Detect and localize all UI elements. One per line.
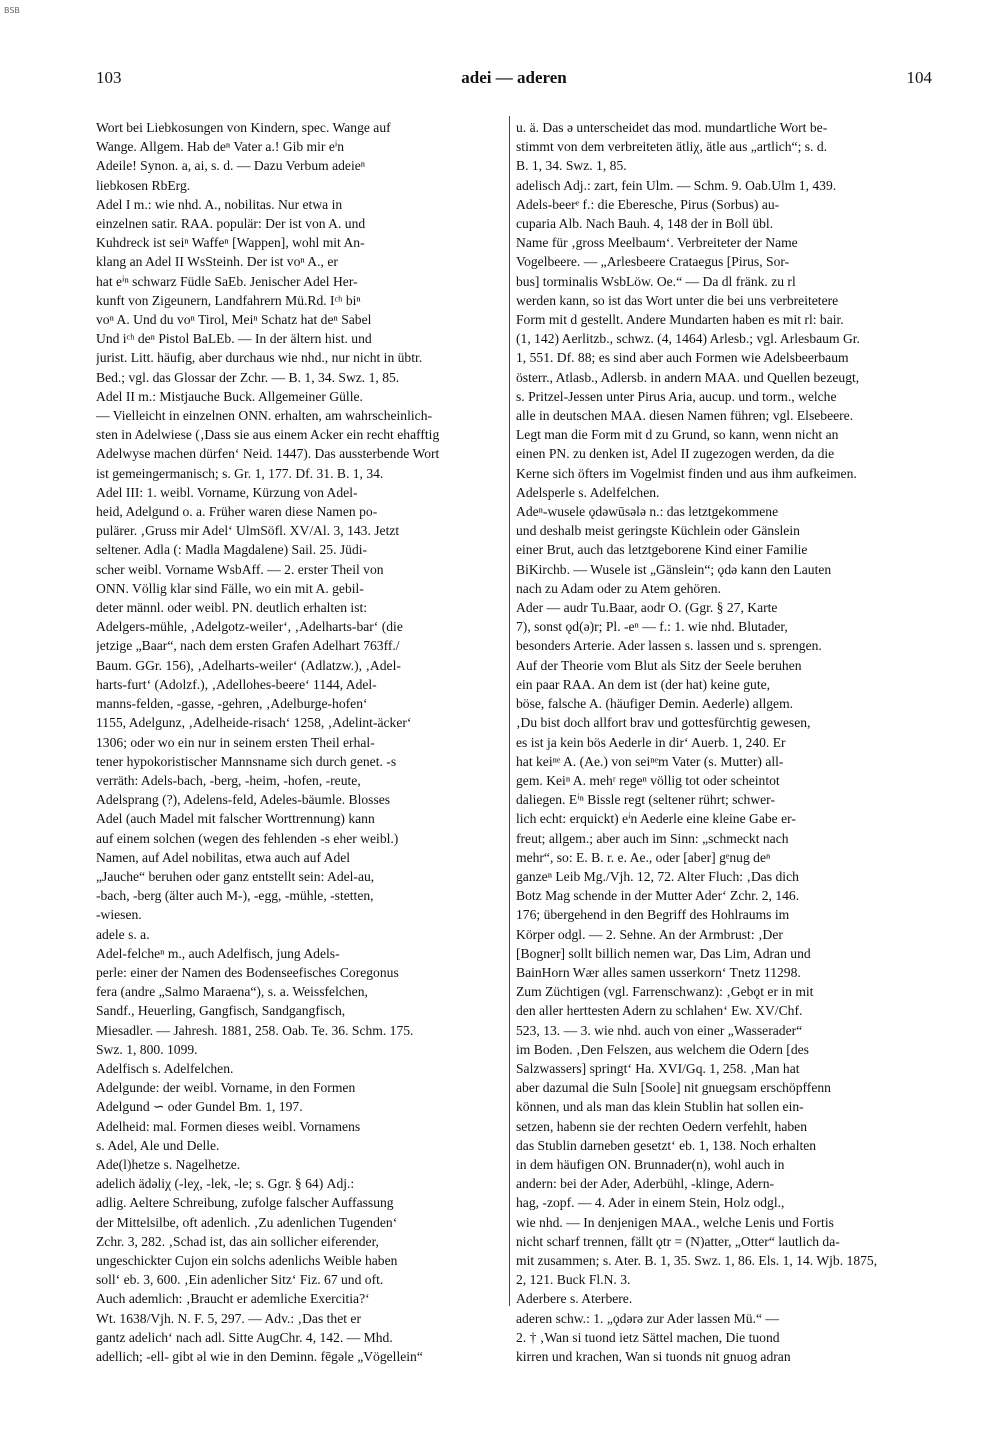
- text-line: ‚Du bist doch allfort brav und gottesfürchtig gewesen,: [516, 715, 811, 731]
- library-mark: BSB: [4, 6, 20, 15]
- text-line: adlig. Aeltere Schreibung, zufolge falscher Auffassung: [96, 1195, 394, 1211]
- text-line: Adelgund ∽ oder Gundel Bm. 1, 197.: [96, 1099, 303, 1115]
- text-line: heid, Adelgund o. a. Früher waren diese Namen po-: [96, 504, 378, 520]
- text-line: Wange. Allgem. Hab deⁿ Vater a.! Gib mir eⁱn: [96, 139, 345, 155]
- text-line: liebkosen RbErg.: [96, 177, 191, 193]
- text-line: perle: einer der Namen des Bodenseefisches Coregonus: [96, 964, 399, 980]
- text-line: Zum Züchtigen (vgl. Farrenschwanz): ‚Gebǫt er in mit: [516, 984, 814, 1000]
- text-line: (1, 142) Aerlitzb., schwz. (4, 1464) Arlesb.; vgl. Arlesbaum Gr.: [516, 331, 860, 347]
- text-line: hag, -zopf. — 4. Ader in einem Stein, Holz odgl.,: [516, 1195, 785, 1211]
- text-line: besonders Arterie. Ader lassen s. lassen und s. sprengen.: [516, 638, 822, 654]
- text-line: gantz adelich‘ nach adl. Sitte AugChr. 4, 142. — Mhd.: [96, 1329, 393, 1345]
- text-line: ONN. Völlig klar sind Fälle, wo ein mit A. gebil-: [96, 580, 364, 596]
- text-line: Adels-beerᵉ f.: die Eberesche, Pirus (Sorbus) au-: [516, 196, 780, 212]
- text-line: Adelsprang (?), Adelens-feld, Adeles-bäumle. Blosses: [96, 792, 391, 808]
- text-line: Adel II m.: Mistjauche Buck. Allgemeiner Gülle.: [96, 388, 363, 404]
- text-line: stimmt von dem verbreiteten ätliχ, ätle aus „artlich“; s. d.: [516, 139, 828, 155]
- text-line: ist gemeingermanisch; s. Gr. 1, 177. Df. 31. B. 1, 34.: [96, 465, 384, 481]
- text-line: tener hypokoristischer Mannsname sich durch genet. -s: [96, 753, 397, 769]
- text-line: deter männl. oder weibl. PN. deutlich erhalten ist:: [96, 600, 368, 616]
- text-line: ganzeⁿ Leib Mg./Vjh. 12, 72. Alter Fluch: ‚Das dich: [516, 868, 799, 884]
- text-line: voⁿ A. Und du voⁿ Tirol, Meiⁿ Schatz hat deⁿ Sabel: [96, 312, 372, 328]
- text-line: klang an Adel II WsSteinh. Der ist voⁿ A., er: [96, 254, 338, 270]
- text-line: Salzwassers] springt‘ Ha. XVI/Gq. 1, 258. ‚Man hat: [516, 1060, 800, 1076]
- text-line: Adeⁿ-wusele ǫdəwūsələ n.: das letztgekommene: [516, 504, 779, 520]
- text-line: Adelsperle s. Adelfelchen.: [516, 484, 660, 500]
- text-line: manns-felden, -gasse, -gehren, ‚Adelburge-hofen‘: [96, 696, 368, 712]
- text-line: einer Brut, auch das letztgeborene Kind einer Familie: [516, 542, 808, 558]
- text-line: einen PN. zu denken ist, Adel II zugezogen werden, da die: [516, 446, 835, 462]
- text-line: cuparia Alb. Nach Bauh. 4, 148 der in Boll übl.: [516, 216, 774, 232]
- text-line: Wort bei Liebkosungen von Kindern, spec. Wange auf: [96, 120, 391, 135]
- text-line: nach zu Adam oder zu Atem gehören.: [516, 580, 721, 596]
- text-line: Name für ‚gross Meelbaum‘. Verbreiteter der Name: [516, 235, 798, 251]
- text-line: -wiesen.: [96, 907, 142, 923]
- text-line: Form mit d gestellt. Andere Mundarten haben es mit rl: bair.: [516, 312, 844, 328]
- text-line: adellich; -ell- gibt əl wie in den Deminn. fēgəle „Vögellein“: [96, 1349, 423, 1364]
- text-line: jurist. Litt. häufig, aber durchaus wie nhd., nur nicht in übtr.: [96, 350, 423, 366]
- text-line: sten in Adelwiese (‚Dass sie aus einem Acker ein recht ehafftig: [96, 427, 440, 443]
- text-line: u. ä. Das ə unterscheidet das mod. mundartliche Wort be-: [516, 120, 828, 135]
- text-line: 523, 13. — 3. wie nhd. auch von einer „Wasserader“: [516, 1022, 803, 1038]
- text-line: seltener. Adla (: Madla Magdalene) Sail. 25. Jüdi-: [96, 542, 368, 558]
- text-line: 7), sonst ǫd(ə)r; Pl. -eⁿ — f.: 1. wie nhd. Blutader,: [516, 619, 788, 635]
- text-line: verräth: Adels-bach, -berg, -heim, -hofen, -reute,: [96, 772, 361, 788]
- text-line: jetzige „Baar“, nach dem ersten Grafen Adelhart 763ff./: [96, 638, 400, 654]
- text-line: Auch ademlich: ‚Braucht er ademliche Exercitia?‘: [96, 1291, 370, 1307]
- text-line: ein paar RAA. An dem ist (der hat) keine gute,: [516, 676, 771, 692]
- text-line: pulärer. ‚Gruss mir Adel‘ UlmSöfl. XV/Al. 3, 143. Jetzt: [96, 523, 400, 539]
- text-line: s. Adel, Ale und Delle.: [96, 1137, 220, 1153]
- text-line: es ist ja kein bös Aederle in dir‘ Auerb. 1, 240. Er: [516, 734, 786, 750]
- page-header: [96, 68, 932, 94]
- text-line: Adel (auch Madel mit falscher Worttrennung) kann: [96, 811, 375, 827]
- text-line: Miesadler. — Jahresh. 1881, 258. Oab. Te. 36. Schm. 175.: [96, 1022, 414, 1038]
- text-line: können, und als man das klein Stublin hat sollen ein-: [516, 1099, 804, 1115]
- text-line: gem. Keiⁿ A. mehʳ regeⁿ völlig tot oder scheintot: [516, 772, 780, 788]
- text-line: das Stublin darneben gesetzt‘ eb. 1, 138. Noch erhalten: [516, 1137, 817, 1153]
- text-line: Ader — audr Tu.Baar, aodr O. (Ggr. § 27, Karte: [516, 600, 778, 616]
- text-line: Namen, auf Adel nobilitas, etwa auch auf Adel: [96, 849, 351, 865]
- text-line: 1306; oder wo ein nur in seinem ersten Theil erhal-: [96, 734, 375, 750]
- text-line: Ade(l)hetze s. Nagelhetze.: [96, 1156, 241, 1172]
- text-line: Adeile! Synon. a, ai, s. d. — Dazu Verbum adeieⁿ: [96, 158, 366, 174]
- text-line: bus] torminalis WsbLöw. Oe.“ — Da dl fränk. zu rl: [516, 273, 796, 289]
- running-headwords: adei — aderen: [461, 68, 567, 87]
- text-line: Legt man die Form mit d zu Grund, so kann, wenn nicht an: [516, 427, 839, 443]
- text-line: harts-furt‘ (Adolzf.), ‚Adellohes-beere‘ 1144, Adel-: [96, 676, 377, 692]
- text-line: Adelfisch s. Adelfelchen.: [96, 1060, 234, 1076]
- text-line: Adelheid: mal. Formen dieses weibl. Vornamens: [96, 1118, 361, 1134]
- text-line: Kerne sich öfters im Vogelmist finden und aus ihm aufkeimen.: [516, 465, 857, 481]
- text-line: in dem häufigen ON. Brunnader(n), wohl auch in: [516, 1156, 785, 1172]
- text-line: 2. † ‚Wan si tuond ietz Sättel machen, Die tuond: [516, 1329, 780, 1345]
- text-line: kirren und krachen, Wan si tuonds nit gnuog adran: [516, 1349, 791, 1364]
- text-line: Körper odgl. — 2. Sehne. An der Armbrust: ‚Der: [516, 926, 783, 942]
- page-number-right: 104: [906, 68, 932, 87]
- text-line: Vogelbeere. — „Arlesbeere Crataegus [Pirus, Sor-: [516, 254, 790, 270]
- text-line: Adelgunde: der weibl. Vorname, in den Formen: [96, 1080, 356, 1096]
- text-line: hat eⁱⁿ schwarz Füdle SaEb. Jenischer Adel Her-: [96, 273, 358, 289]
- text-line: kunft von Zigeunern, Landfahrern Mü.Rd. Iᶜʰ biⁿ: [96, 292, 361, 308]
- text-line: — Vielleicht in einzelnen ONN. erhalten, am wahrscheinlich-: [96, 408, 433, 424]
- column-divider: [509, 116, 510, 1306]
- text-line: freut; allgem.; aber auch im Sinn: „schmeckt nach: [516, 830, 789, 846]
- left-column: [96, 118, 510, 1366]
- text-line: Adelwyse machen dürfen‘ Neid. 1447). Das aussterbende Wort: [96, 446, 440, 462]
- text-line: Zchr. 3, 282. ‚Schad ist, das ain sollicher eiferender,: [96, 1233, 379, 1249]
- text-line: s. Pritzel-Jessen unter Pirus Aria, aucup. und torm., welche: [516, 388, 837, 404]
- text-line: Und iᶜʰ deⁿ Pistol BaLEb. — In der ältern hist. und: [96, 331, 372, 347]
- text-line: 176; übergehend in den Begriff des Hohlraums im: [516, 907, 790, 923]
- text-line: Adelgers-mühle, ‚Adelgotz-weiler‘, ‚Adelharts-bar‘ (die: [96, 619, 403, 635]
- text-line: 1, 551. Df. 88; es sind aber auch Formen wie Adelsbeerbaum: [516, 350, 849, 366]
- text-line: fera (andre „Salmo Maraena“), s. a. Weissfelchen,: [96, 984, 368, 1000]
- text-line: scher weibl. Vorname WsbAff. — 2. erster Theil von: [96, 561, 384, 577]
- text-line: Bed.; vgl. das Glossar der Zchr. — B. 1, 34. Swz. 1, 85.: [96, 369, 400, 385]
- text-line: Aderbere s. Aterbere.: [516, 1291, 633, 1307]
- text-line: böse, falsche A. (häufiger Demin. Aederle) allgem.: [516, 696, 794, 712]
- page-number-left: 103: [96, 68, 122, 87]
- text-line: adelich ädəliχ (-leχ, -lek, -le; s. Ggr. § 64) Adj.:: [96, 1176, 355, 1192]
- text-line: wie nhd. — In denjenigen MAA., welche Lenis und Fortis: [516, 1214, 834, 1230]
- text-line: andern: bei der Ader, Aderbühl, -klinge, Adern-: [516, 1176, 775, 1192]
- text-line: -bach, -berg (älter auch M-), -egg, -mühle, -stetten,: [96, 888, 374, 904]
- text-line: setzen, habenn sie der rechten Oedern verfehlt, haben: [516, 1118, 807, 1134]
- text-line: den aller herttesten Adern zu schlahen‘ Ew. XV/Chf.: [516, 1003, 803, 1019]
- text-line: einzelnen satir. RAA. populär: Der ist von A. und: [96, 216, 366, 232]
- text-line: Auf der Theorie vom Blut als Sitz der Seele beruhen: [516, 657, 802, 673]
- text-line: im Boden. ‚Den Felszen, aus welchem die Odern [des: [516, 1041, 809, 1057]
- text-line: werden kann, so ist das Wort unter die bei uns verbreitetere: [516, 292, 839, 308]
- right-column: [516, 118, 930, 1366]
- text-line: aber dazumal die Suln [Soole] nit gnuegsam erschöpffenn: [516, 1080, 831, 1096]
- text-line: B. 1, 34. Swz. 1, 85.: [516, 158, 627, 174]
- text-line: Baum. GGr. 156), ‚Adelharts-weiler‘ (Adlatzw.), ‚Adel-: [96, 657, 401, 673]
- text-line: Sandf., Heuerling, Gangfisch, Sandgangfisch,: [96, 1003, 346, 1019]
- text-line: der Mittelsilbe, oft adenlich. ‚Zu adenlichen Tugenden‘: [96, 1214, 398, 1230]
- text-line: österr., Atlasb., Adlersb. in andern MAA. und Quellen bezeugt,: [516, 369, 860, 385]
- text-line: Kuhdreck ist seiⁿ Waffeⁿ [Wappen], wohl mit An-: [96, 235, 365, 251]
- text-line: und deshalb meist geringste Küchlein oder Gänslein: [516, 523, 800, 539]
- text-line: BainHorn Wær alles samen usserkorn‘ Tnetz 11298.: [516, 964, 801, 980]
- text-line: daliegen. Eⁱⁿ Bissle regt (seltener rührt; schwer-: [516, 792, 775, 808]
- text-line: adele s. a.: [96, 926, 150, 942]
- text-line: Adel III: 1. weibl. Vorname, Kürzung von Adel-: [96, 484, 358, 500]
- text-line: Adel I m.: wie nhd. A., nobilitas. Nur etwa in: [96, 196, 343, 212]
- text-line: aderen schw.: 1. „ǫdərə zur Ader lassen Mü.“ —: [516, 1310, 779, 1326]
- text-line: BiKirchb. — Wusele ist „Gänslein“; ǫdə kann den Lauten: [516, 561, 832, 577]
- text-line: ungeschickter Cujon ein solchs adenlichs Weible haben: [96, 1252, 398, 1268]
- text-line: alle in deutschen MAA. diesen Namen führen; vgl. Elsebeere.: [516, 408, 854, 424]
- text-line: „Jauche“ beruhen oder ganz entstellt sein: Adel-au,: [96, 868, 375, 884]
- text-line: 1155, Adelgunz, ‚Adelheide-risach‘ 1258, ‚Adelint-äcker‘: [96, 715, 412, 731]
- text-line: adelisch Adj.: zart, fein Ulm. — Schm. 9. Oab.Ulm 1, 439.: [516, 177, 837, 193]
- text-line: 2, 121. Buck Fl.N. 3.: [516, 1272, 631, 1288]
- text-line: [Bogner] sollt billich nemen war, Das Lim, Adran und: [516, 945, 811, 961]
- text-line: mit zusammen; s. Ater. B. 1, 35. Swz. 1, 86. Els. 1, 14. Wjb. 1875,: [516, 1252, 878, 1268]
- text-line: auf einem solchen (wegen des fehlenden -s eher weibl.): [96, 830, 399, 846]
- text-line: Adel-felcheⁿ m., auch Adelfisch, jung Adels-: [96, 945, 340, 961]
- text-line: nicht scharf trennen, fällt ǫtr = (N)atter, „Otter“ lautlich da-: [516, 1233, 840, 1249]
- text-line: Wt. 1638/Vjh. N. F. 5, 297. — Adv.: ‚Das thet er: [96, 1310, 361, 1326]
- text-line: hat keiⁿᵉ A. (Ae.) von seiⁿᵉm Vater (s. Mutter) all-: [516, 753, 784, 769]
- text-line: soll‘ eb. 3, 600. ‚Ein adenlicher Sitz‘ Fiz. 67 und oft.: [96, 1272, 384, 1288]
- text-line: mehr“, so: E. B. r. e. Ae., oder [aber] gᵉnug deⁿ: [516, 849, 771, 865]
- text-line: Swz. 1, 800. 1099.: [96, 1041, 198, 1057]
- text-line: Botz Mag schende in der Mutter Ader‘ Zchr. 2, 146.: [516, 888, 800, 904]
- text-line: lich echt: erquickt) eⁱn Aederle eine kleine Gabe er-: [516, 811, 796, 827]
